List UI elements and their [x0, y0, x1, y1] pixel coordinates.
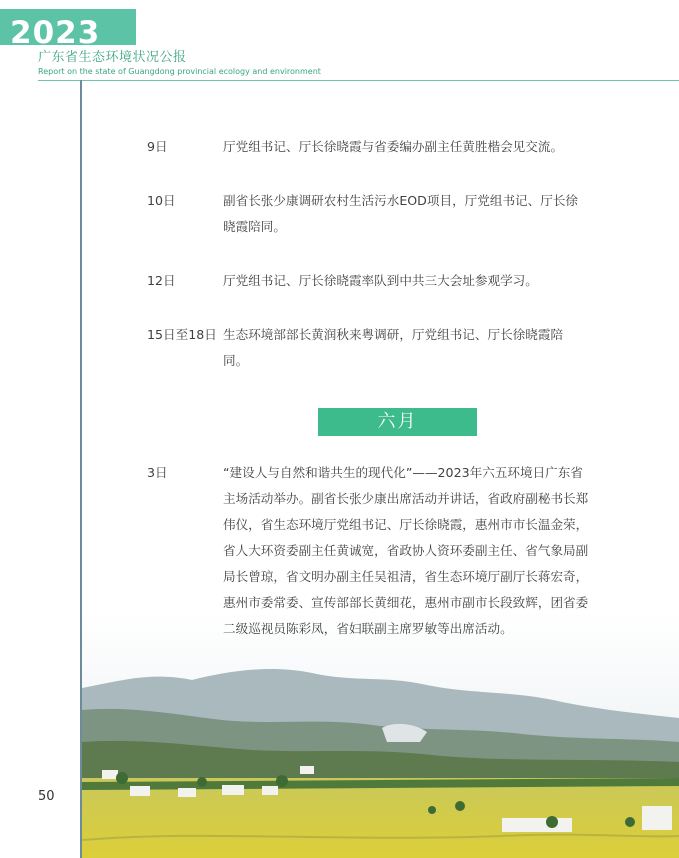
- month-heading: 六月: [318, 408, 477, 436]
- event-text: 厅党组书记、厅长徐晓霞率队到中共三大会址参观学习。: [223, 273, 538, 288]
- event-text: 生态环境部部长黄润秋来粤调研，厅党组书记、厅长徐晓霞陪同。: [223, 327, 564, 368]
- event-date: 3日: [147, 465, 168, 480]
- event-text: 副省长张少康调研农村生活污水EOD项目，厅党组书记、厅长徐晓霞陪同。: [223, 193, 579, 234]
- landscape-photo: [82, 610, 679, 858]
- event-date: 15日至18日: [147, 327, 217, 342]
- event-date: 10日: [147, 193, 176, 208]
- event-date: 9日: [147, 139, 168, 154]
- event-text: “建设人与自然和谐共生的现代化”——2023年六五环境日广东省主场活动举办。副省长张少康出席活动并讲话，省政府副秘书长郑伟仪，省生态环境厅党组书记、厅长徐晓霞，惠州市市长温金荣，省人大环资委副主任黄诚宽，省政协人资环委副主任、省气象局副局长曾琼，省文明办副主任吴祖清，省生态环境厅副厅长蒋宏奇，惠州市委常委、宣传部部长黄细花，惠州市副市长段致辉，团省委二级巡视员陈彩凤，省妇联副主席罗敏等出席活动。: [223, 465, 589, 636]
- event-text: 厅党组书记、厅长徐晓霞与省委编办副主任黄胜楷会见交流。: [223, 139, 564, 154]
- event-date: 12日: [147, 273, 176, 288]
- report-title-cn: 广东省生态环境状况公报: [38, 50, 187, 65]
- report-year: 2023: [10, 15, 101, 51]
- page-number: 50: [38, 789, 55, 804]
- report-title-en: Report on the state of Guangdong provincial ecology and environment: [38, 67, 321, 76]
- year-band: [0, 9, 136, 51]
- header-divider: [38, 80, 679, 81]
